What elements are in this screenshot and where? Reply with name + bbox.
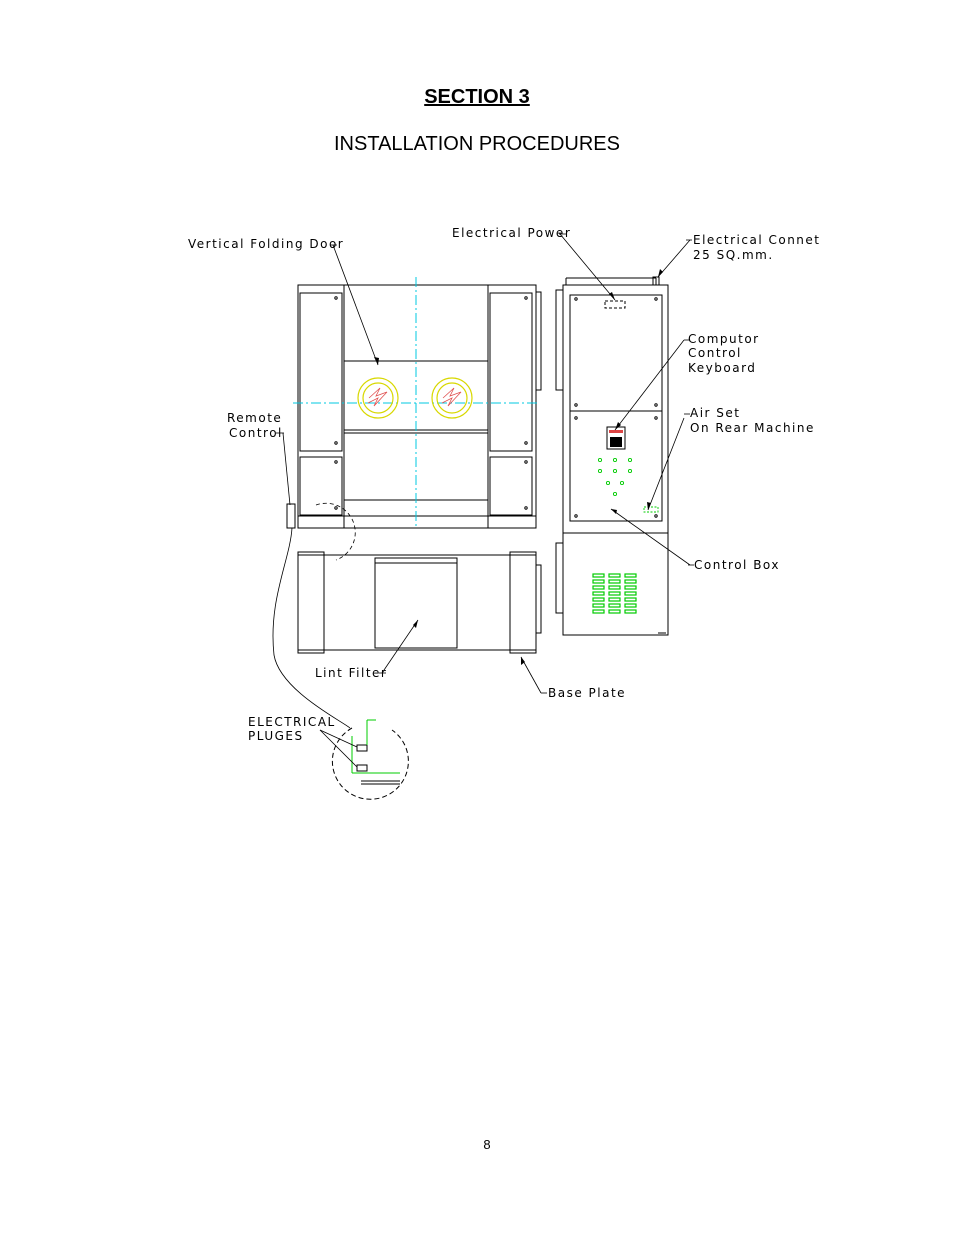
label-vertical-folding-door: Vertical Folding Door	[188, 237, 345, 251]
center-lines	[293, 277, 540, 528]
keyboard-keys	[609, 430, 623, 447]
label-electrical-connet: Electrical Connet	[693, 233, 821, 247]
label-remote-control: Control	[229, 426, 283, 440]
label-lint-filter: Lint Filter	[315, 666, 388, 680]
lint-filter-panel	[375, 558, 457, 648]
machine-base-frame	[298, 555, 536, 650]
label-air-set-rear: On Rear Machine	[690, 421, 815, 435]
label-electrical-connet-size: 25 SQ.mm.	[693, 248, 774, 262]
remote-control-unit	[287, 504, 295, 528]
label-computor-keyboard: Keyboard	[688, 361, 757, 375]
section-title: SECTION 3	[424, 86, 530, 108]
label-electrical-plugs: ELECTRICAL	[248, 715, 336, 729]
label-air-set: Air Set	[690, 406, 741, 420]
label-electrical-power: Electrical Power	[452, 226, 572, 240]
label-control-box: Control Box	[694, 558, 780, 572]
electrical-plugs-detail	[332, 728, 408, 799]
label-remote: Remote	[227, 411, 283, 425]
remote-cable	[273, 528, 350, 728]
label-computor: Computor	[688, 332, 760, 346]
label-computor-control: Control	[688, 346, 742, 360]
page-number: 8	[483, 1137, 491, 1152]
vent-slots	[593, 574, 636, 613]
label-plugs: PLUGES	[248, 729, 304, 743]
page-title: INSTALLATION PROCEDURES	[334, 133, 620, 155]
machine-front-frame	[298, 285, 536, 528]
label-base-plate: Base Plate	[548, 686, 627, 700]
